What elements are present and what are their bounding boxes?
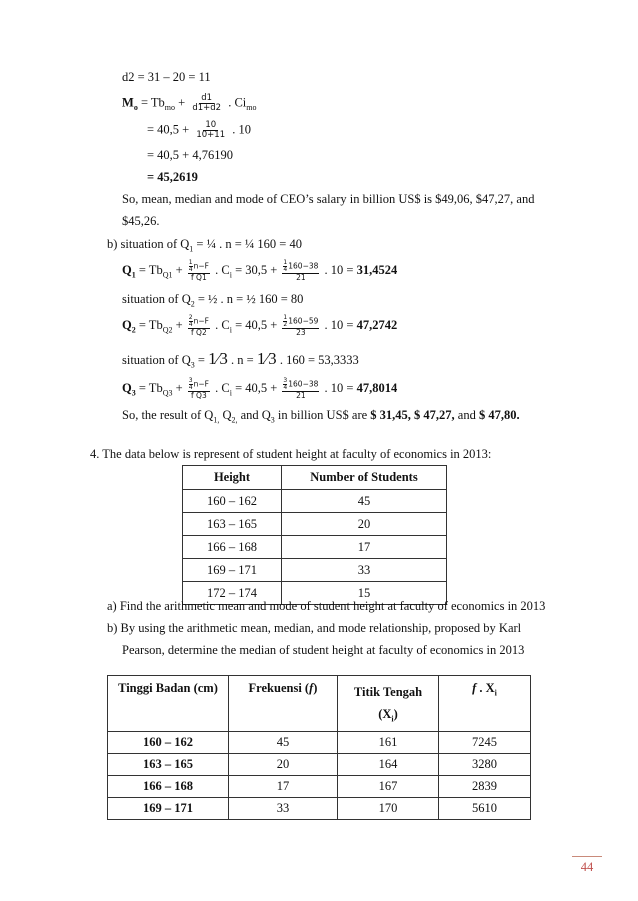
table-row: 163 – 165 20 164 3280 (108, 753, 531, 775)
table-row: 166 – 168 17 (183, 536, 447, 559)
q3-formula: $Q_3 = Tb_{Q3}$ + $\frac{3}{4}$ n−F f Q3 . $C_i = 40,5$ + $\frac{3}{4}$ 160−38 21 . 10 = 47,8014 (122, 377, 398, 400)
height-table (182, 465, 447, 605)
mode-substitution: = 40,5 + $\frac{10}{10+11}$ . 10 (147, 120, 251, 140)
page-number-rule (572, 856, 602, 857)
table-row: 169 – 171 33 170 5610 (108, 797, 531, 819)
d2-line: d2 = 31 – 20 = 11 (122, 70, 211, 84)
quartile-result: So, the result of $Q_{1,}$ $Q_{2,}$ and $Q_3$ in billion US$ are $ 31,45, $ 47,27, and $ 47,80. (122, 408, 520, 425)
q2-formula: $Q_2 = Tb_{Q2}$ + $\frac{2}{4}$ n−F f Q2 . $C_i = 40,5$ + $\frac{1}{2}$ 160−59 23 . 10 = 47,2742 (122, 314, 398, 337)
header-frekuensi: Frekuensi (f) (229, 676, 338, 732)
header-height: Height (183, 466, 282, 490)
summary-line-2: $45,26. (122, 214, 160, 228)
problem-4-intro: 4. The data below is represent of student height at faculty of economics in 2013: (90, 447, 492, 461)
q3-situation: situation of $Q_3$ = 1⁄3 . n = 1⁄3 . 160 = 53,3333 (122, 349, 359, 370)
q1-situation: b) situation of $Q_1$ = ¼ . n = ¼ 160 = 40 (107, 237, 302, 254)
mode-formula: $M_o = Tb_{mo}$ + $\frac{d1}{d1+d2}$ . $Ci_{mo}$ (122, 93, 257, 113)
q2-situation: situation of $Q_2$ = ½ . n = ½ 160 = 80 (122, 292, 304, 309)
mode-result: = 45,2619 (147, 170, 198, 184)
header-students: Number of Students (282, 466, 447, 490)
table-row: 160 – 162 45 161 7245 (108, 731, 531, 753)
question-a: a) Find the arithmetic mean and mode of student height at faculty of economics in 2013 (107, 599, 546, 613)
q1-formula: $Q_1 = Tb_{Q1}$ + $\frac{1}{4}$ n−F f Q1 . $C_i = 30,5$ + $\frac{1}{4}$ 160−38 21 . 10 = 31,4524 (122, 259, 398, 282)
question-b-line-2: Pearson, determine the median of student height at faculty of economics in 2013 (122, 643, 525, 657)
table-row: 169 – 171 33 (183, 559, 447, 582)
question-b-line-1: b) By using the arithmetic mean, median, and mode relationship, proposed by Karl (107, 621, 522, 635)
frequency-table (107, 675, 531, 820)
table-row: 166 – 168 17 167 2839 (108, 775, 531, 797)
summary-line-1: So, mean, median and mode of CEO’s salary in billion US$ is $49,06, $47,27, and (122, 192, 535, 206)
page-number: 44 (580, 860, 594, 874)
mode-sum-line: = 40,5 + 4,76190 (147, 148, 233, 162)
header-f-xi: f . $X_i$ (439, 676, 531, 732)
header-titik-tengah: Titik Tengah $(X_i)$ (338, 676, 439, 732)
table-row: 160 – 162 45 (183, 490, 447, 513)
table-row: 163 – 165 20 (183, 513, 447, 536)
table-row: 172 – 174 15 (183, 582, 447, 605)
header-tinggi-badan: Tinggi Badan (cm) (108, 676, 229, 732)
mode-fraction: $\frac{d1}{d1+d2}$ (192, 93, 222, 113)
